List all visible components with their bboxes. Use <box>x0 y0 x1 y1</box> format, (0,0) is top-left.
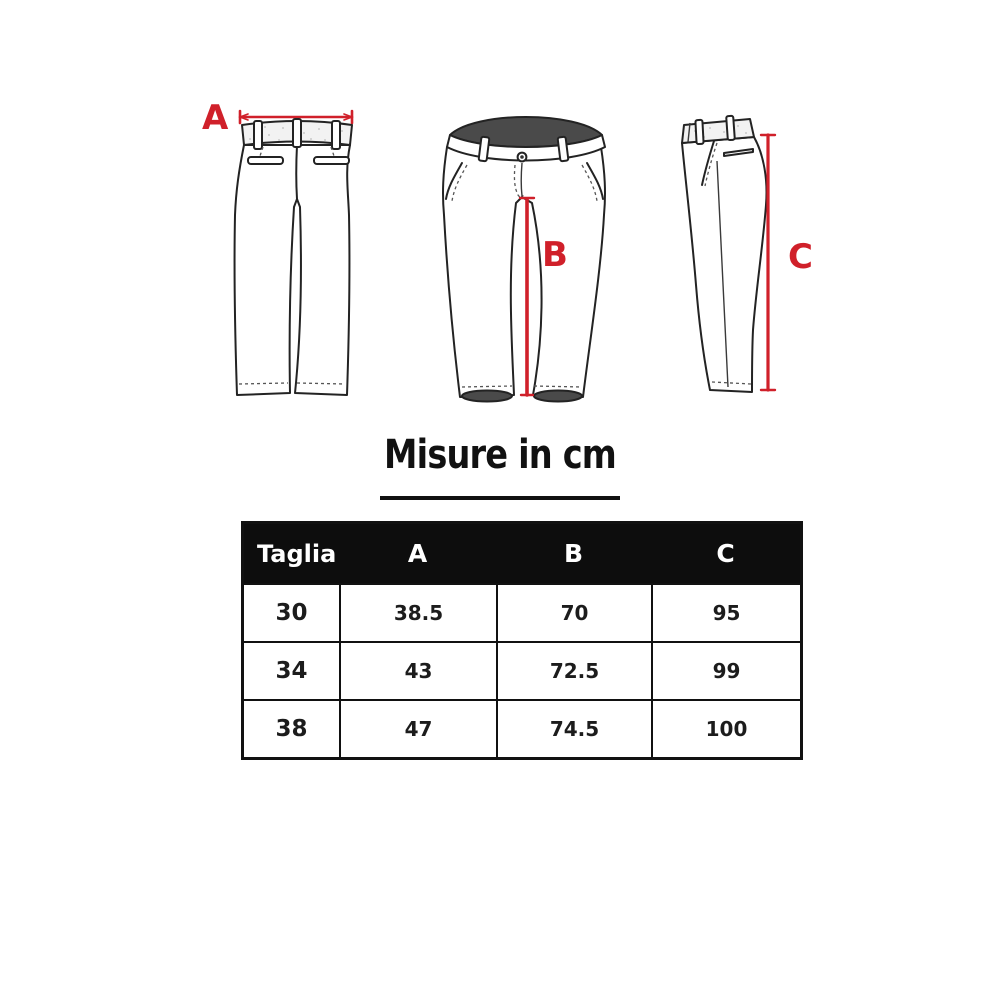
measure-a-value: 43 <box>339 643 496 699</box>
pants-side-view-diagram <box>660 95 795 415</box>
size-value: 38 <box>275 716 308 742</box>
column-header-taglia: Taglia <box>257 539 337 568</box>
back-pants-body <box>235 145 350 395</box>
column-header-a: A <box>407 539 428 568</box>
size-table-header <box>244 524 800 583</box>
measure-b-value: 72.5 <box>496 643 651 699</box>
measure-c-value: 99 <box>651 643 800 699</box>
back-welt-pocket-left <box>248 157 283 164</box>
table-row <box>244 699 800 757</box>
measurement-label-c: C <box>788 237 813 277</box>
table-row <box>244 641 800 699</box>
size-value: 34 <box>275 658 308 684</box>
pants-back-view-diagram <box>195 95 385 415</box>
belt-loop <box>479 137 490 162</box>
belt-loop <box>726 116 735 140</box>
measure-a-value: 47 <box>339 701 496 757</box>
hem-opening-right <box>534 391 582 402</box>
waist-button-hole <box>520 155 524 159</box>
page-title: Misure in cm <box>384 432 616 478</box>
hem-opening-left <box>462 391 512 402</box>
fly-seam <box>521 163 522 196</box>
measure-c-value: 100 <box>651 701 800 757</box>
measurement-label-b: B <box>542 235 568 275</box>
inseam-measure-line <box>520 198 534 395</box>
size-value: 30 <box>275 600 308 626</box>
table-row <box>244 583 800 641</box>
back-welt-pocket-right <box>314 157 349 164</box>
size-table <box>241 521 803 760</box>
belt-loop <box>293 119 301 147</box>
belt-loop <box>558 137 569 162</box>
pants-front-view-diagram <box>430 95 615 415</box>
front-pants-body <box>443 147 605 397</box>
measure-c-value: 95 <box>651 585 800 641</box>
measure-b-value: 70 <box>496 585 651 641</box>
title-underline <box>380 496 620 500</box>
column-header-c: C <box>716 539 735 568</box>
back-center-seam <box>296 145 297 199</box>
belt-loop <box>254 121 262 149</box>
measurement-label-a: A <box>202 98 229 138</box>
measure-b-value: 74.5 <box>496 701 651 757</box>
side-pants-body <box>682 137 767 392</box>
column-header-b: B <box>563 539 584 568</box>
measure-a-value: 38.5 <box>339 585 496 641</box>
belt-loop <box>332 121 340 149</box>
belt-loop <box>695 120 703 144</box>
